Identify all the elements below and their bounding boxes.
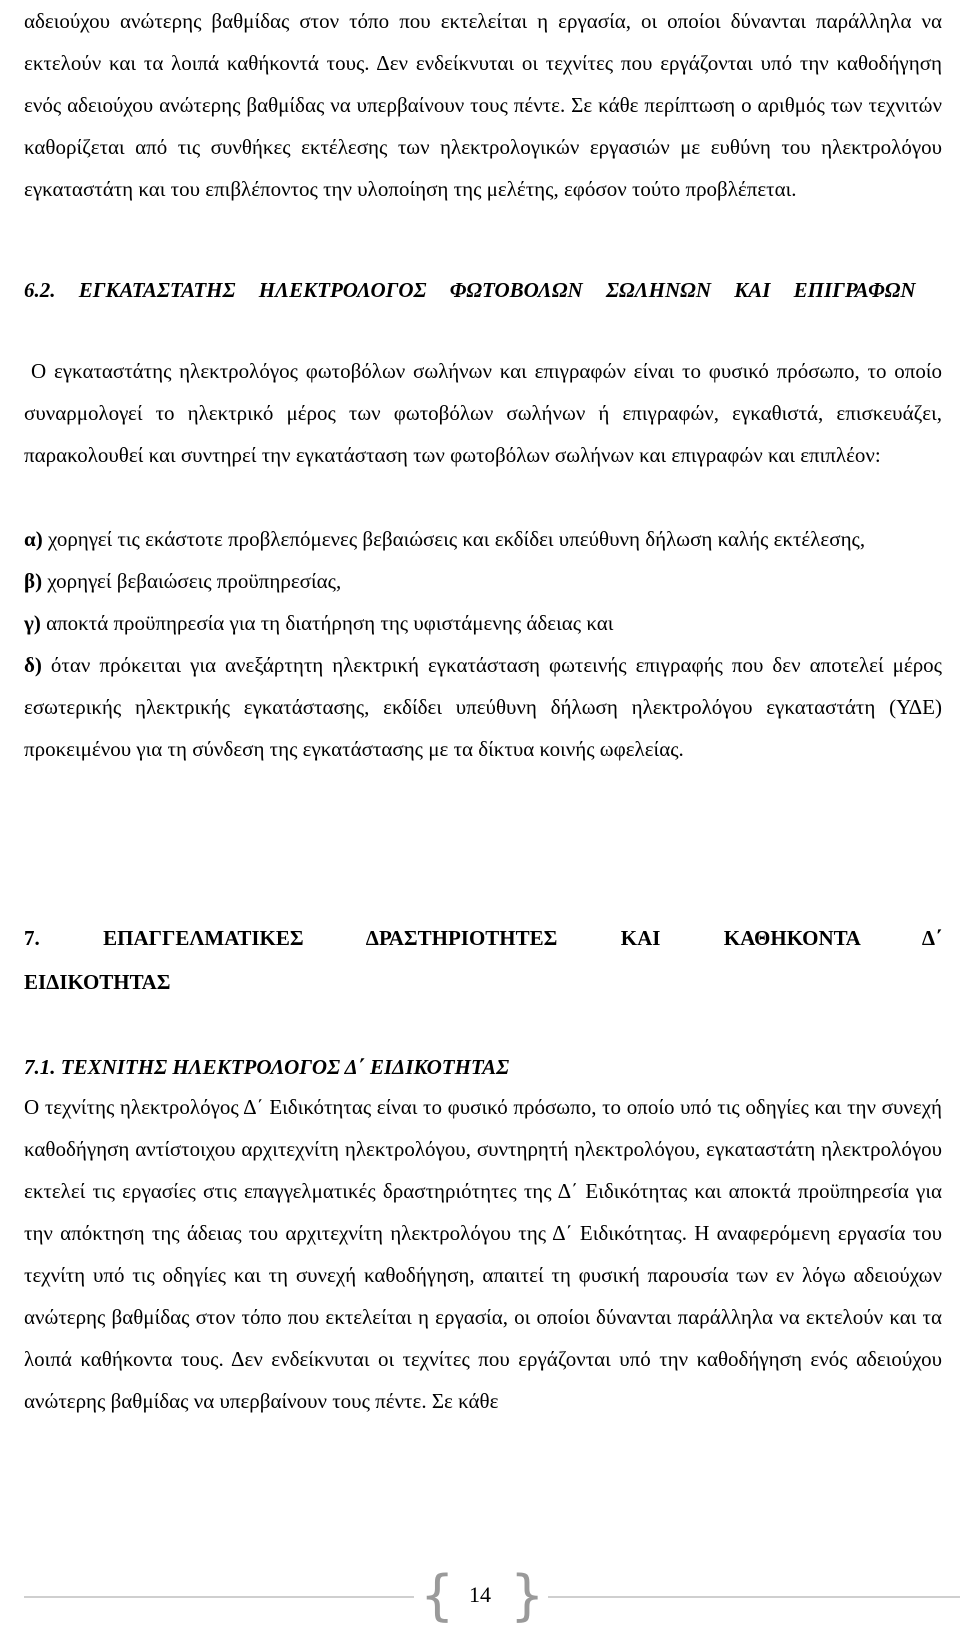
list-item-d (24, 644, 942, 770)
section-7-1-heading: 7.1. ΤΕΧΝΙΤΗΣ ΗΛΕΚΤΡΟΛΟΓΟΣ Δ΄ ΕΙΔΙΚΟΤΗΤΑΣ (24, 1055, 510, 1079)
intro-paragraph: αδειούχου ανώτερης βαθμίδας στον τόπο που εκτελείται η εργασία, οι οποίοι δύνανται παράλληλα να εκτελούν και τα λοιπά καθήκοντά τους. Δεν ενδείκνυται οι τεχνίτες που εργάζονται υπό την καθοδήγηση ενός αδειούχου ανώτερης βαθμίδας να υπερβαίνουν τους πέντε. Σε κάθε περίπτωση ο αριθμός των τεχνιτών καθορίζεται από τις συνθήκες εκτέλεσης των ηλεκτρολογικών εργασιών με ευθύνη του ηλεκτρολόγου εγκαταστάτη και του επιβλέποντος την υλοποίηση της μελέτης, εφόσον τούτο προβλέπεται. (24, 9, 942, 201)
section-7-1-body: Ο τεχνίτης ηλεκτρολόγος Δ΄ Ειδικότητας είναι το φυσικό πρόσωπο, το οποίο υπό τις οδηγίες και την συνεχή καθοδήγηση αντίστοιχου αρχιτεχνίτη ηλεκτρολόγου, συντηρητή ηλεκτρολόγου, εγκαταστάτη ηλεκτρολόγου εκτελεί τις εργασίες στις επαγγελματικές δραστηριότητες της Δ΄ Ειδικότητας και αποκτά προϋπηρεσία για την απόκτηση της άδειας του αρχιτεχνίτη ηλεκτρολόγου της Δ΄ Ειδικότητας. Η αναφερόμενη εργασία του τεχνίτη υπό τις οδηγίες και τη συνεχή καθοδήγηση, απαιτεί τη φυσική παρουσία των εν λόγω αδειούχων ανώτερης βαθμίδας στον τόπο που εκτελείται η εργασία, οι οποίοι δύνανται παράλληλα να εκτελούν και τα λοιπά καθήκοντα τους. Δεν ενδείκνυται οι τεχνίτες που εργάζονται υπό την καθοδήγηση ενός αδειούχου ανώτερης βαθμίδας να υπερβαίνουν τους πέντε. Σε κάθε (24, 1095, 942, 1413)
left-brace-icon: { (420, 1564, 455, 1627)
section-6-2-heading: 6.2. ΕΓΚΑΤΑΣΤΑΤΗΣ ΗΛΕΚΤΡΟΛΟΓΟΣ ΦΩΤΟΒΟΛΩΝ ΣΩΛΗΝΩΝ ΚΑΙ ΕΠΙΓΡΑΦΩΝ (24, 278, 916, 302)
list-text: αποκτά προϋπηρεσία για τη διατήρηση της υφιστάμενης άδειας και (40, 611, 614, 635)
list-text: χορηγεί βεβαιώσεις προϋπηρεσίας, (42, 569, 342, 593)
page-footer (0, 1564, 960, 1629)
section-7-heading: 7. ΕΠΑΓΓΕΛΜΑΤΙΚΕΣ ΔΡΑΣΤΗΡΙΟΤΗΤΕΣ ΚΑΙ ΚΑΘΗΚΟΝΤΑ Δ΄ ΕΙΔΙΚΟΤΗΤΑΣ (24, 926, 942, 994)
list-marker: β) (24, 569, 43, 593)
list-marker: γ) (24, 611, 41, 635)
list-text: χορηγεί τις εκάστοτε προβλεπόμενες βεβαιώσεις και εκδίδει υπεύθυνη δήλωση καλής εκτέλεσης, (42, 527, 866, 551)
list-item-b (24, 560, 942, 602)
section-6-2-list (24, 518, 942, 770)
section-6-2-body: Ο εγκαταστάτης ηλεκτρολόγος φωτοβόλων σωλήνων και επιγραφών είναι το φυσικό πρόσωπο, το οποίο συναρμολογεί το ηλεκτρικό μέρος των φωτοβόλων σωλήνων ή επιγραφών, εγκαθιστά, επισκευάζει, παρακολουθεί και συντηρεί την εγκατάσταση των φωτοβόλων σωλήνων και επιγραφών και επιπλέον: (24, 359, 942, 467)
list-item-a (24, 518, 942, 560)
page-number: 14 (469, 1582, 491, 1607)
right-brace-icon: } (510, 1564, 545, 1627)
list-item-c (24, 602, 942, 644)
footer-rule-left (24, 1596, 414, 1598)
list-text: όταν πρόκειται για ανεξάρτητη ηλεκτρική εγκατάσταση φωτεινής επιγραφής που δεν αποτελεί μέρος εσωτερικής ηλεκτρικής εγκατάστασης, εκδίδει υπεύθυνη δήλωση ηλεκτρολόγου εγκαταστάτη (ΥΔΕ) προκειμένου για τη σύνδεση της εγκατάστασης με τα δίκτυα κοινής ωφελείας. (24, 653, 942, 761)
footer-rule-right (548, 1596, 960, 1598)
list-marker: δ) (24, 653, 42, 677)
list-marker: α) (24, 527, 43, 551)
